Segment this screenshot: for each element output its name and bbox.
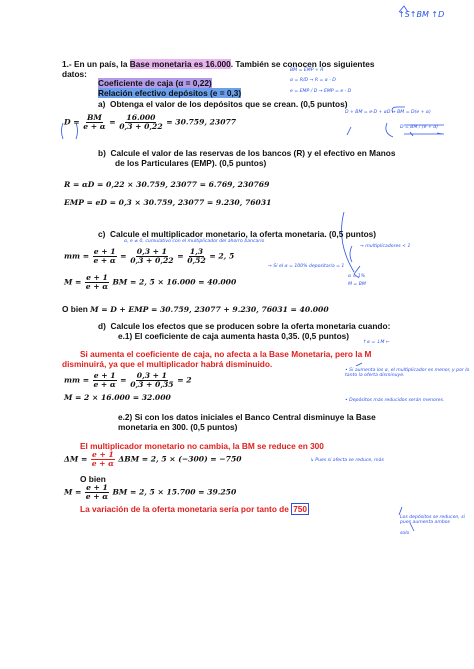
- corner-note: ↑S↑BM ↑D: [398, 10, 445, 19]
- answer-final: La variación de la oferta monetaria sería por tanto de 750: [80, 504, 308, 514]
- note-alpha-pct: α = 1%: [348, 274, 366, 279]
- equation-reservas: R = αD = 0,22 × 30.759, 23077 = 6.769, 230769: [64, 180, 270, 189]
- obien-c: O bien M = D + EMP = 30.759, 23077 + 9.230, 76031 = 40.000: [62, 304, 329, 314]
- note-alpha: α = R/D → R = α · D: [290, 78, 336, 83]
- equation-a: D = $\frac{BM}{e + \alpha}$ = $\frac{16.000}{0,3 + 0,22}$ = 30.759, 23077: [64, 113, 237, 131]
- note-derivation: D + BM = e·D + αD → BM = D(e + α): [345, 110, 431, 115]
- equation-emp: EMP = eD = 0,3 × 30.759, 23077 = 9.230, 76031: [64, 198, 272, 207]
- note-d-formula: D = BM / (e + α): [400, 125, 439, 130]
- question-e1: e.1) El coeficiente de caja aumenta hasta 0,35. (0,5 puntos): [118, 331, 350, 341]
- question-b: b) Calcule el valor de las reservas de los bancos (R) y el efectivo en Manos: [98, 148, 396, 158]
- equation-m-e1: M = 2 × 16.000 = 32.000: [64, 393, 171, 402]
- problem-title-line2: datos:: [62, 69, 87, 79]
- question-e2-line2: monetaria en 300. (0,5 puntos): [118, 422, 238, 432]
- note-bm: BM = EMP + R: [290, 68, 324, 73]
- base-monetaria-highlight: Base monetaria es 16.000: [129, 59, 231, 69]
- note-m-bm: M = BM: [348, 282, 366, 287]
- data-relacion-efectivo: Relación efectivo depósitos (e = 0,3): [98, 88, 242, 98]
- note-multiplicadores: → multiplicadores < 1: [360, 244, 411, 249]
- note-alpha-m: ↑α = ↓M ←: [363, 340, 390, 345]
- answer-e1-line1: Si aumenta el coeficiente de caja, no afecta a la Base Monetaria, pero la M: [80, 349, 372, 359]
- question-a: a) Obtenga el valor de los depósitos que se crean. (0,5 puntos): [98, 99, 348, 109]
- equation-m-e2: M = $\frac{e + 1}{e + \alpha}$ BM = 2, 5 × 15.700 = 39.250: [64, 483, 237, 501]
- note-cumulativo: α, e ≠ 0, cumulativo con el multiplicador del ahorro bancario: [124, 239, 265, 244]
- note-depositos-reducen: Los depósitos se reducen, si pues aumenta ambos: [400, 515, 465, 525]
- note-depositos: • Depósitos más reducidos serán menores.: [345, 398, 445, 403]
- obien-e2: O bien: [80, 474, 106, 484]
- note-e: e = EMP / D → EMP = e · D: [290, 89, 352, 94]
- answer-e2: El multiplicador monetario no cambia, la BM se reduce en 300: [80, 441, 324, 451]
- note-reduce: ↳ Pues si afecta se reduce, más: [310, 458, 384, 463]
- equation-multiplicador: mm = $\frac{e + 1}{e + \alpha}$ = $\frac{0,3 + 1}{0,3 + 0,22}$ = $\frac{1,3}{0,52}$ = 2, 5: [64, 247, 235, 265]
- equation-multiplicador-e1: mm = $\frac{e + 1}{e + \alpha}$ = $\frac{0,3 + 1}{0,3 + 0,35}$ = 2: [64, 371, 192, 389]
- answer-e1-line2: disminuirá, ya que el multiplicador habrá disminuido.: [62, 359, 273, 369]
- question-d: d) Calcule los efectos que se producen sobre la oferta monetaria cuando:: [98, 321, 391, 331]
- equation-oferta-monetaria: M = $\frac{e + 1}{e + \alpha}$ BM = 2, 5 × 16.000 = 40.000: [64, 273, 237, 291]
- question-c: c) Calcule el multiplicador monetario, la oferta monetaria. (0,5 puntos): [98, 229, 377, 239]
- question-e2: e.2) Si con los datos iniciales el Banco Central disminuye la Base: [118, 412, 376, 422]
- note-depositaria: → Si el α = 100% depositaría = 1: [268, 264, 345, 269]
- question-b-line2: de los Particulares (EMP). (0,5 puntos): [115, 158, 267, 168]
- note-multiplicador-menor: • Si aumenta los α, el multiplicador es menor, y por lo tanto la oferta disminuye.: [345, 368, 470, 378]
- equation-delta-m: ΔM = $\frac{e + 1}{e + \alpha}$ ΔBM = 2, 5 × (−300) = −750: [64, 450, 242, 468]
- data-coeficiente-caja: Coeficiente de caja (α = 0,22): [98, 78, 212, 88]
- note-solo: solo: [400, 531, 410, 536]
- problem-title: 1.- En un país, la Base monetaria es 16.000. También se conocen los siguientes: [62, 59, 375, 69]
